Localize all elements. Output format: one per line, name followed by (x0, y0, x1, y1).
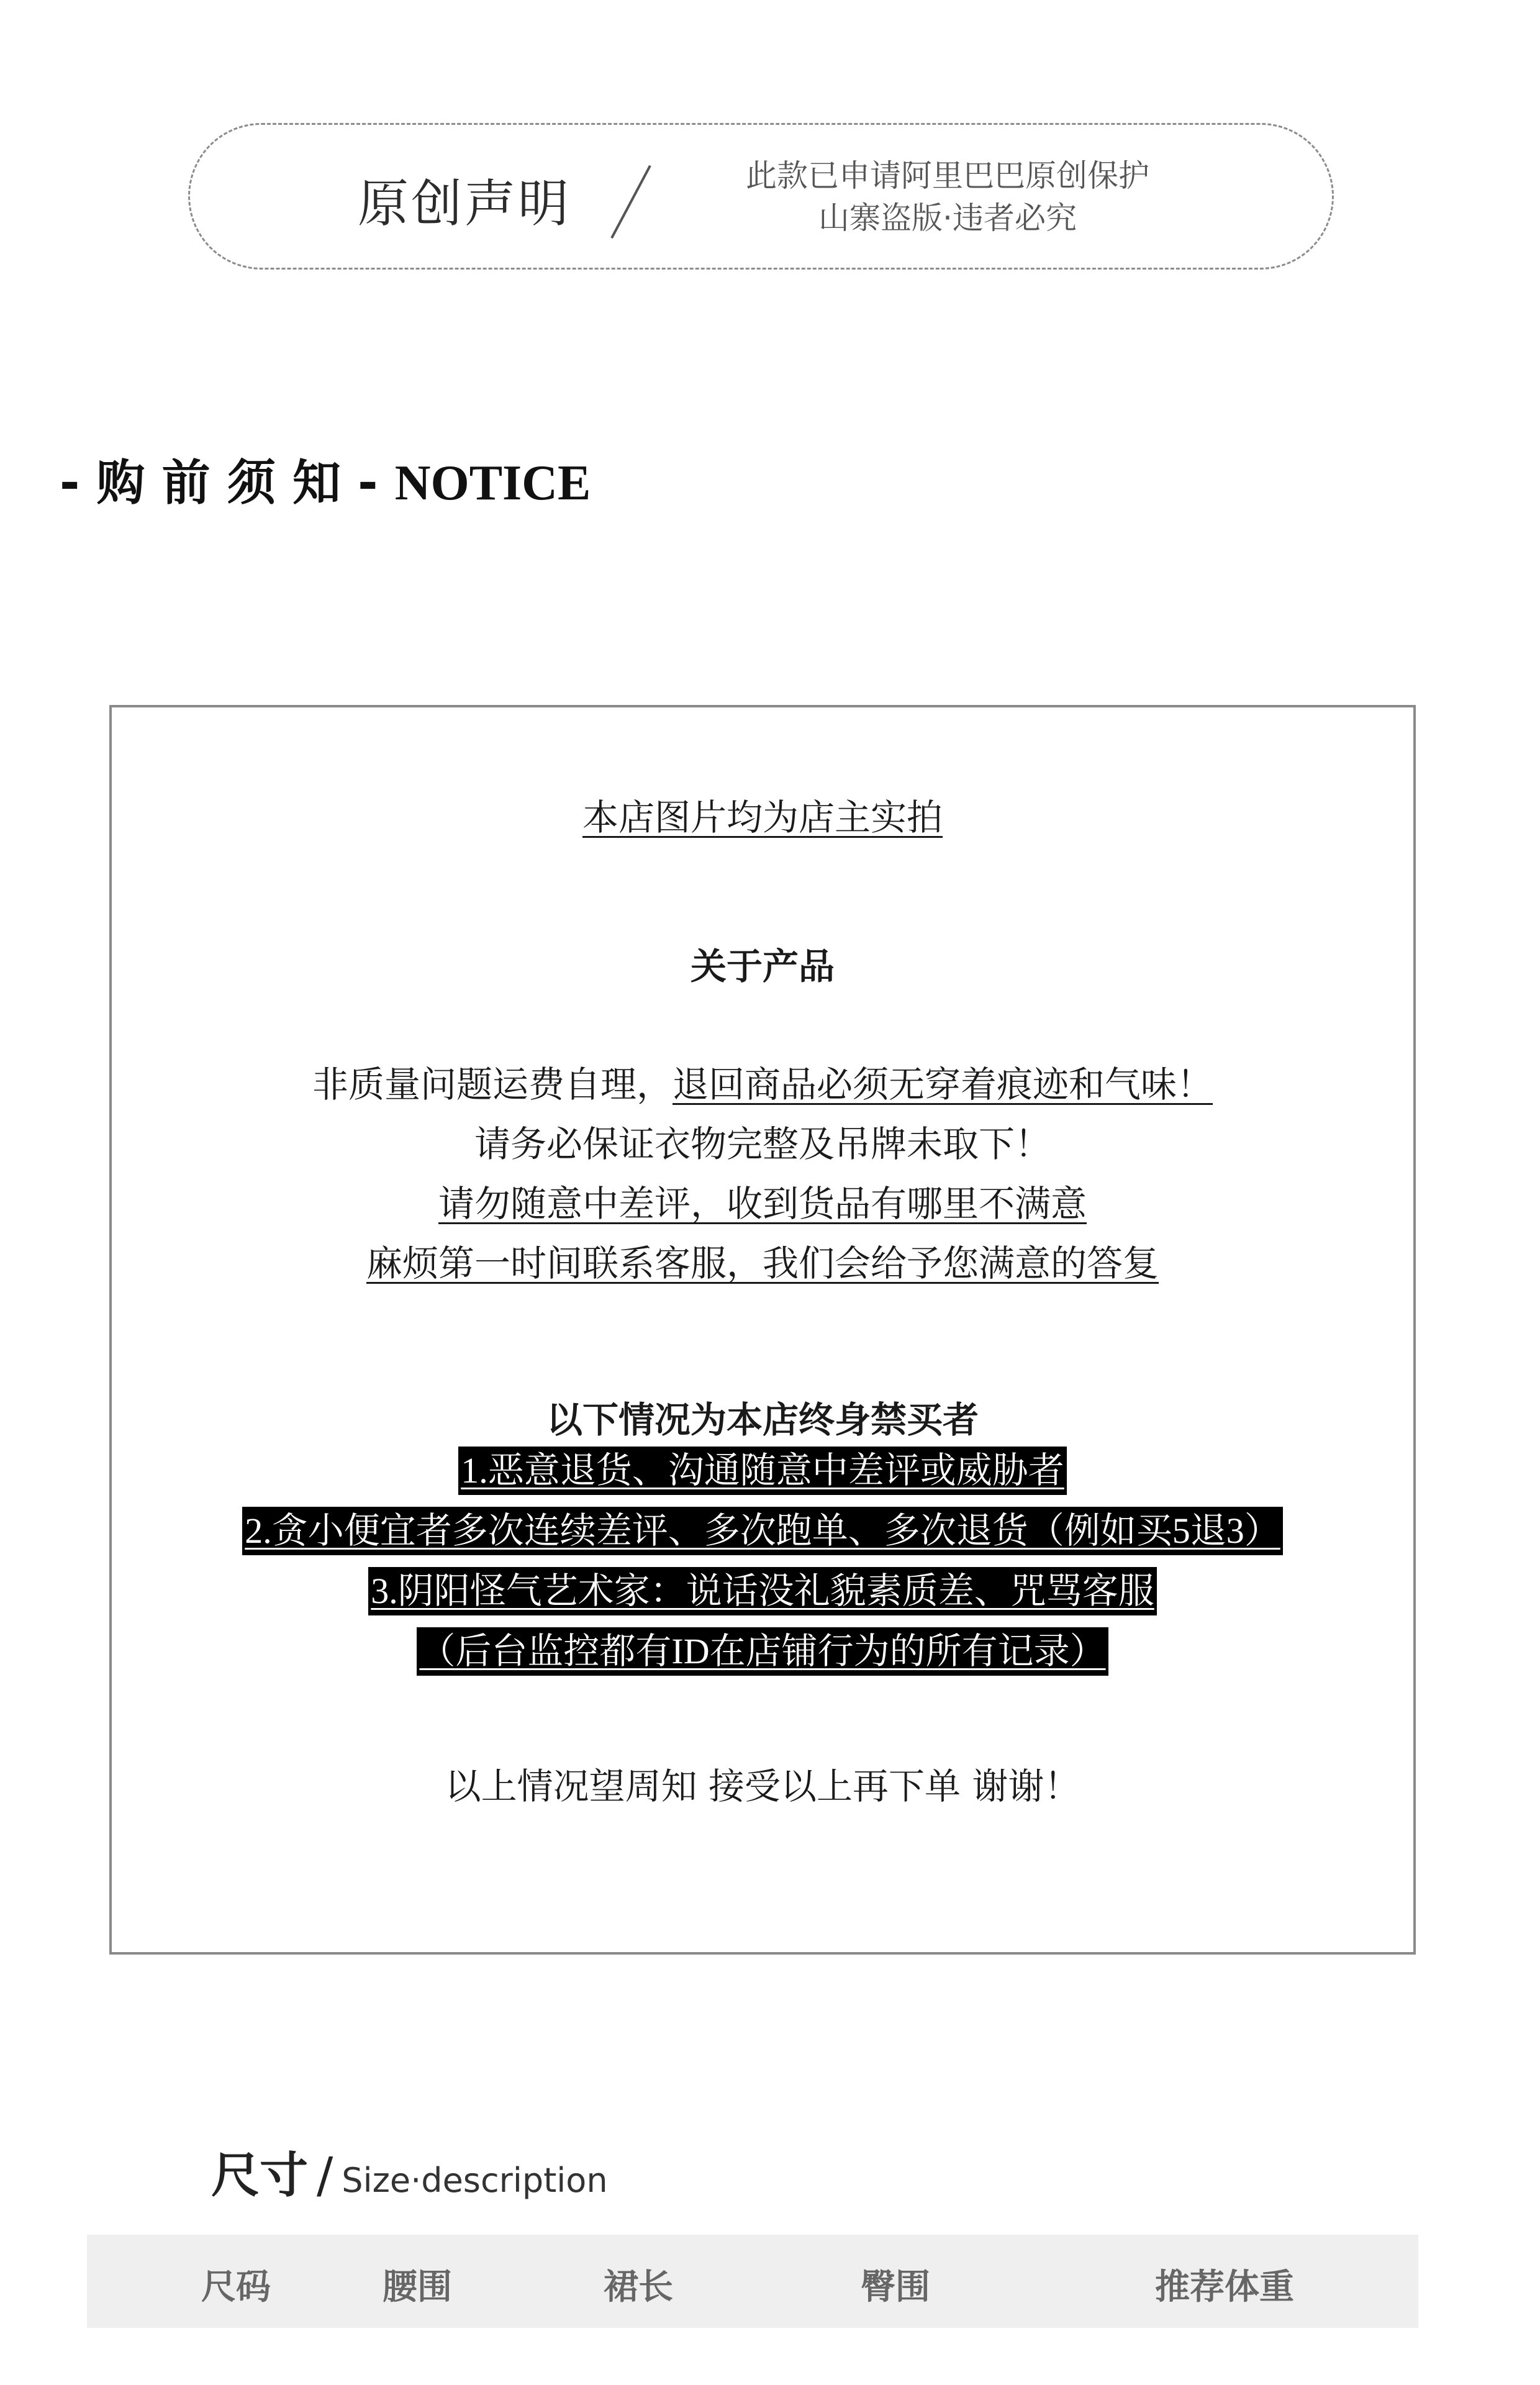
product-line-1 (112, 1055, 1413, 1107)
notice-heading (60, 444, 591, 514)
ban-item-3-row (112, 1567, 1413, 1615)
divider-slash (610, 165, 651, 238)
product-line-3: 请勿随意中差评，收到货品有哪里不满意 (438, 1183, 1087, 1225)
notice-box (109, 705, 1416, 1955)
size-title-zh: 尺寸 (211, 2148, 309, 2204)
product-line-2: 请务必保证衣物完整及吊牌未取下！ (474, 1123, 1051, 1165)
shipping-policy-text: 非质量问题运费自理， (312, 1063, 673, 1106)
protection-line-1: 此款已申请阿里巴巴原创保护 (746, 158, 1149, 194)
closing-statement: 以上情况望周知 接受以上再下单 谢谢！ (445, 1765, 1080, 1807)
column-hip: 臀围 (861, 2267, 930, 2307)
column-waist: 腰围 (383, 2267, 452, 2307)
original-statement-banner (188, 123, 1334, 270)
size-title-slash: / (317, 2148, 333, 2204)
column-recommended-weight: 推荐体重 (1155, 2267, 1294, 2307)
size-title-en: Size·description (342, 2161, 608, 2200)
notice-heading-en: NOTICE (394, 456, 591, 511)
ban-item-1-row (112, 1447, 1413, 1495)
ban-section-title: 以下情况为本店终身禁买者 (546, 1399, 979, 1441)
real-photo-statement: 本店图片均为店主实拍 (582, 796, 943, 838)
ban-item-1: 1.恶意退货、沟通随意中差评或威胁者 (458, 1447, 1067, 1495)
ban-item-3: 3.阴阳怪气艺术家：说话没礼貌素质差、咒骂客服 (368, 1567, 1157, 1615)
column-size: 尺码 (201, 2267, 271, 2307)
ban-item-2-row (112, 1507, 1413, 1555)
notice-heading-zh: - 购 前 须 知 - (60, 455, 378, 511)
return-condition-text: 退回商品必须无穿着痕迹和气味！ (673, 1063, 1213, 1106)
protection-line-2: 山寨盗版·违者必究 (818, 200, 1077, 236)
ban-item-4: （后台监控都有ID在店铺行为的所有记录） (417, 1627, 1108, 1676)
size-section-heading (211, 2137, 608, 2206)
column-skirt-length: 裙长 (604, 2267, 673, 2307)
original-statement-title: 原创声明 (358, 175, 572, 234)
product-section-title: 关于产品 (690, 945, 835, 988)
ban-item-4-row (112, 1627, 1413, 1676)
original-protection-text (705, 155, 1190, 239)
product-line-4: 麻烦第一时间联系客服，我们会给予您满意的答复 (366, 1242, 1159, 1284)
ban-item-2: 2.贪小便宜者多次连续差评、多次跑单、多次退货（例如买5退3） (242, 1507, 1283, 1555)
size-table-header (87, 2235, 1418, 2328)
